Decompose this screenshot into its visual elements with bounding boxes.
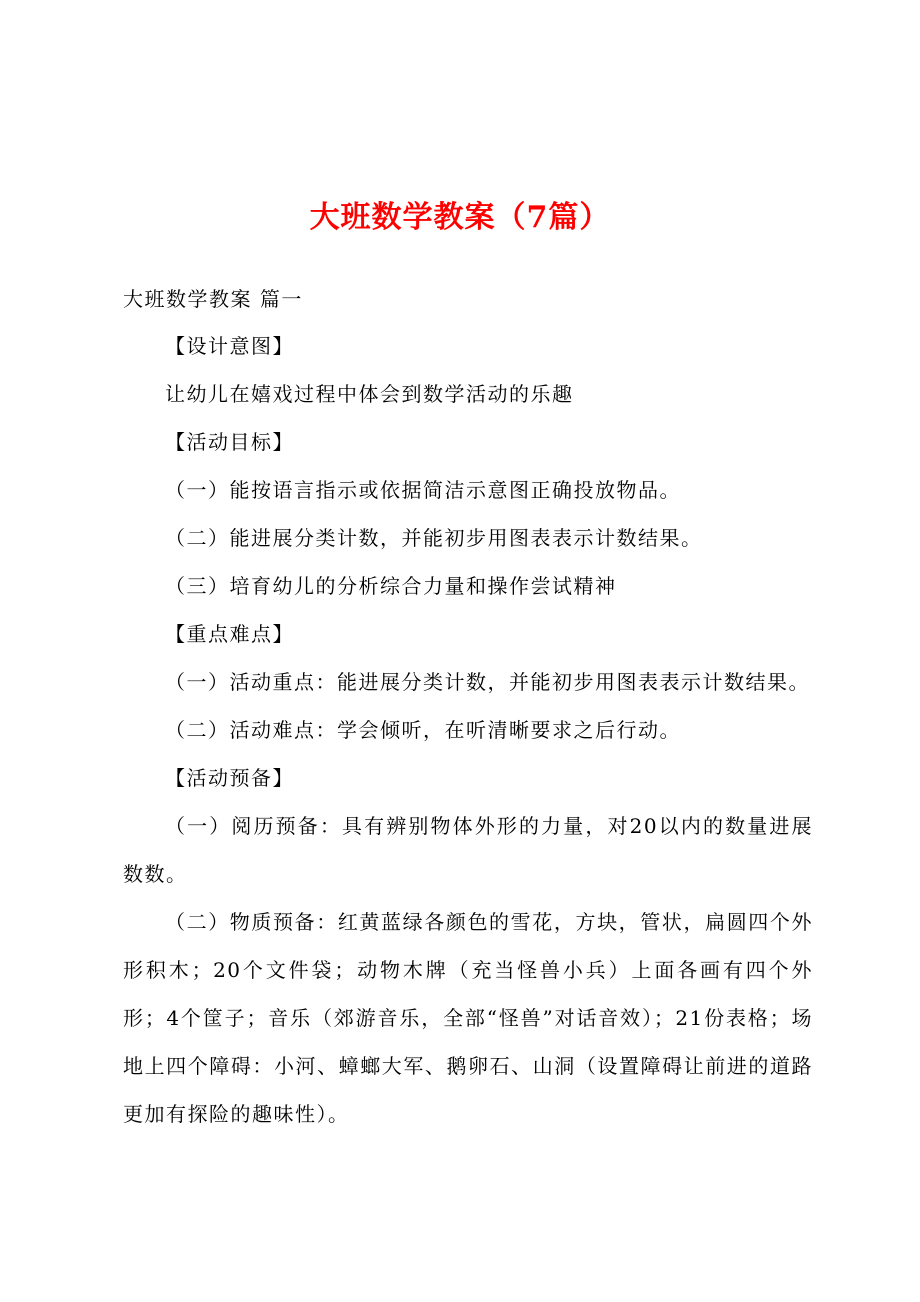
preparation-experience: （一）阅历预备：具有辨别物体外形的力量，对20以内的数量进展数数。 bbox=[123, 814, 813, 886]
document-title: 大班数学教案（7篇） bbox=[309, 200, 611, 235]
key-points-heading: 【重点难点】 bbox=[165, 622, 294, 646]
preparation-materials: （二）物质预备：红黄蓝绿各颜色的雪花，方块，管状，扁圆四个外形积木；20个文件袋；动物木牌（充当怪兽小兵）上面各画有四个外形；4个筐子；音乐（郊游音乐，全部“怪兽”对话音效）；21份表格；场地上四个障碍：小河、蟑螂大军、鹅卵石、山洞（设置障碍让前进的道路更加有探险的趣味性）。 bbox=[123, 910, 813, 1126]
design-intent-heading: 【设计意图】 bbox=[165, 334, 294, 358]
goal-item-3: （三）培育幼儿的分析综合力量和操作尝试精神 bbox=[165, 574, 617, 598]
key-point-item-2: （二）活动难点：学会倾听，在听清晰要求之后行动。 bbox=[165, 718, 681, 742]
goals-heading: 【活动目标】 bbox=[165, 430, 294, 454]
preparation-heading: 【活动预备】 bbox=[165, 766, 294, 790]
key-point-item-1: （一）活动重点：能进展分类计数，并能初步用图表表示计数结果。 bbox=[165, 670, 810, 694]
goal-item-2: （二）能进展分类计数，并能初步用图表表示计数结果。 bbox=[165, 526, 703, 550]
design-intent-text: 让幼儿在嬉戏过程中体会到数学活动的乐趣 bbox=[165, 382, 574, 406]
goal-item-1: （一）能按语言指示或依据简洁示意图正确投放物品。 bbox=[165, 478, 681, 502]
section-heading: 大班数学教案 篇一 bbox=[123, 287, 303, 311]
